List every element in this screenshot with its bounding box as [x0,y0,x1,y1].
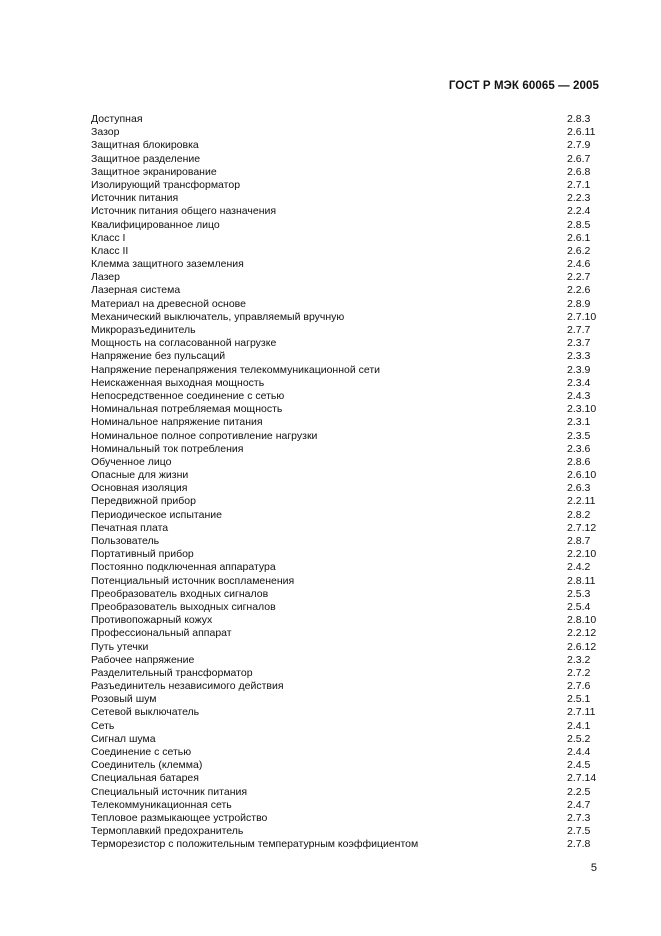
index-reference: 2.4.2 [567,561,591,574]
index-term: Материал на древесной основе [91,297,246,310]
index-term: Микроразъединитель [91,324,196,336]
index-entry [91,825,599,838]
index-term: Соединитель (клемма) [91,759,203,772]
index-entry [91,535,599,548]
index-entry [91,258,599,271]
index-term: Постоянно подключенная аппаратура [91,561,276,574]
index-entry [91,430,599,443]
index-term: Телекоммуникационная сеть [91,798,232,811]
index-entry [91,786,599,799]
index-entry [91,654,599,667]
index-reference: 2.2.7 [567,271,591,284]
index-term: Зазор [91,126,120,139]
index-entry [91,812,599,825]
index-term: Термоплавкий предохранитель [91,825,244,838]
index-entry [91,495,599,508]
document-header: ГОСТ Р МЭК 60065 — 2005 [448,80,599,92]
index-reference: 2.7.3 [567,811,591,824]
index-entry [91,588,599,601]
index-reference: 2.2.3 [567,192,591,205]
terms-index [91,113,599,852]
index-term: Обученное лицо [91,455,172,468]
index-entry [91,561,599,574]
index-reference: 2.8.2 [567,508,591,521]
index-entry [91,759,599,772]
index-reference: 2.7.12 [567,521,597,534]
index-reference: 2.6.12 [567,640,597,653]
index-reference: 2.3.9 [567,363,591,376]
index-entry [91,667,599,680]
index-term: Номинальный ток потребления [91,442,244,455]
index-reference: 2.3.5 [567,429,591,442]
index-term: Напряжение без пульсаций [91,350,226,363]
index-term: Периодическое испытание [91,508,222,521]
index-reference: 2.8.10 [567,614,597,627]
index-reference: 2.3.2 [567,653,591,666]
index-entry [91,680,599,693]
index-term: Специальный источник питания [91,785,248,798]
index-term: Передвижной прибор [91,495,196,508]
index-reference: 2.6.1 [567,231,591,244]
index-reference: 2.8.5 [567,218,591,231]
index-term: Непосредственное соединение с сетью [91,389,285,402]
index-term: Сигнал шума [91,732,156,745]
index-reference: 2.8.7 [567,535,591,547]
index-term: Квалифицированное лицо [91,218,220,231]
index-reference: 2.8.9 [567,297,591,310]
index-term: Класс I [91,231,126,244]
index-term: Терморезистор с положительным температурным коэффициентом [91,838,419,851]
page-number: 5 [590,862,597,874]
index-reference: 2.3.4 [567,376,591,389]
index-reference: 2.7.9 [567,139,591,152]
index-entry [91,720,599,733]
index-entry [91,179,599,192]
index-term: Механический выключатель, управляемый вручную [91,310,345,323]
index-entry [91,219,599,232]
index-reference: 2.6.7 [567,152,591,165]
index-entry [91,324,599,337]
index-entry [91,350,599,363]
index-entry [91,522,599,535]
index-reference: 2.3.7 [567,337,591,350]
index-entry [91,298,599,311]
index-term: Противопожарный кожух [91,614,213,627]
index-reference: 2.7.5 [567,825,591,838]
index-reference: 2.2.6 [567,284,591,297]
index-entry [91,614,599,627]
index-entry [91,443,599,456]
index-term: Розовый шум [91,693,157,706]
index-entry [91,311,599,324]
index-entry [91,390,599,403]
index-reference: 2.2.5 [567,785,591,798]
index-reference: 2.2.12 [567,627,597,640]
index-entry [91,126,599,139]
index-entry [91,706,599,719]
index-entry [91,139,599,152]
index-term: Класс II [91,244,129,257]
index-entry [91,113,599,126]
index-reference: 2.8.3 [567,113,591,125]
index-reference: 2.6.8 [567,165,591,178]
index-term: Преобразователь выходных сигналов [91,600,276,613]
index-entry [91,337,599,350]
index-term: Клемма защитного заземления [91,258,244,271]
index-term: Разъединитель независимого действия [91,680,284,693]
index-reference: 2.7.1 [567,178,591,191]
index-entry [91,509,599,522]
index-term: Потенциальный источник воспламенения [91,574,295,587]
index-term: Соединение с сетью [91,746,192,758]
index-reference: 2.8.11 [567,574,596,587]
index-reference: 2.7.7 [567,324,591,336]
index-reference: 2.3.3 [567,350,591,363]
index-entry [91,245,599,258]
index-reference: 2.8.6 [567,455,591,468]
index-entry [91,284,599,297]
index-term: Номинальная потребляемая мощность [91,403,283,416]
index-term: Мощность на согласованной нагрузке [91,337,277,350]
index-term: Путь утечки [91,640,149,653]
index-entry [91,403,599,416]
index-reference: 2.5.2 [567,732,591,745]
index-entry [91,232,599,245]
index-reference: 2.4.7 [567,798,591,811]
index-entry [91,205,599,218]
index-reference: 2.5.1 [567,693,591,706]
index-reference: 2.4.4 [567,746,591,758]
index-term: Разделительный трансформатор [91,666,253,679]
index-term: Защитное экранирование [91,165,217,178]
index-entry [91,153,599,166]
index-entry [91,482,599,495]
index-entry [91,733,599,746]
index-entry [91,772,599,785]
index-term: Неискаженная выходная мощность [91,376,265,389]
index-reference: 2.3.1 [567,416,591,429]
index-term: Печатная плата [91,521,169,534]
index-entry [91,192,599,205]
index-reference: 2.6.11 [567,126,596,139]
index-reference: 2.2.10 [567,548,597,561]
index-term: Изолирующий трансформатор [91,178,241,191]
index-term: Защитное разделение [91,152,201,165]
index-entry [91,364,599,377]
index-term: Портативный прибор [91,548,194,561]
index-reference: 2.7.8 [567,838,591,851]
index-term: Основная изоляция [91,482,188,495]
index-reference: 2.4.6 [567,258,591,271]
index-term: Лазер [91,271,120,284]
index-reference: 2.6.3 [567,482,591,495]
index-term: Рабочее напряжение [91,653,195,666]
index-term: Опасные для жизни [91,469,189,482]
index-reference: 2.3.6 [567,442,591,455]
index-entry [91,838,599,851]
index-reference: 2.7.6 [567,680,591,693]
index-reference: 2.7.11 [567,706,596,719]
index-term: Профессиональный аппарат [91,627,232,640]
index-reference: 2.4.5 [567,759,591,772]
index-term: Лазерная система [91,284,181,297]
index-reference: 2.3.10 [567,403,597,416]
index-reference: 2.5.3 [567,587,591,600]
index-reference: 2.6.10 [567,469,597,482]
index-entry [91,799,599,812]
index-reference: 2.4.1 [567,719,591,732]
index-term: Номинальное полное сопротивление нагрузки [91,429,318,442]
index-entry [91,746,599,759]
index-entry [91,601,599,614]
index-entry [91,271,599,284]
index-term: Источник питания общего назначения [91,205,277,218]
index-reference: 2.7.10 [567,310,597,323]
index-term: Источник питания [91,192,179,205]
index-reference: 2.5.4 [567,600,591,613]
index-entry [91,627,599,640]
index-reference: 2.4.3 [567,389,591,402]
index-reference: 2.6.2 [567,244,591,257]
index-term: Сеть [91,719,115,732]
index-term: Специальная батарея [91,772,199,785]
index-term: Тепловое размыкающее устройство [91,811,268,824]
index-reference: 2.2.11 [567,495,596,508]
index-term: Защитная блокировка [91,139,199,152]
index-term: Доступная [91,113,143,125]
index-entry [91,377,599,390]
index-term: Сетевой выключатель [91,706,200,719]
index-entry [91,575,599,588]
index-entry [91,166,599,179]
index-term: Пользователь [91,535,160,547]
index-entry [91,416,599,429]
index-entry [91,469,599,482]
index-entry [91,548,599,561]
index-reference: 2.2.4 [567,205,591,218]
index-entry [91,456,599,469]
index-reference: 2.7.14 [567,772,597,785]
index-term: Преобразователь входных сигналов [91,587,269,600]
index-term: Напряжение перенапряжения телекоммуникационной сети [91,363,381,376]
index-entry [91,641,599,654]
index-entry [91,693,599,706]
index-reference: 2.7.2 [567,666,591,679]
index-term: Номинальное напряжение питания [91,416,263,429]
